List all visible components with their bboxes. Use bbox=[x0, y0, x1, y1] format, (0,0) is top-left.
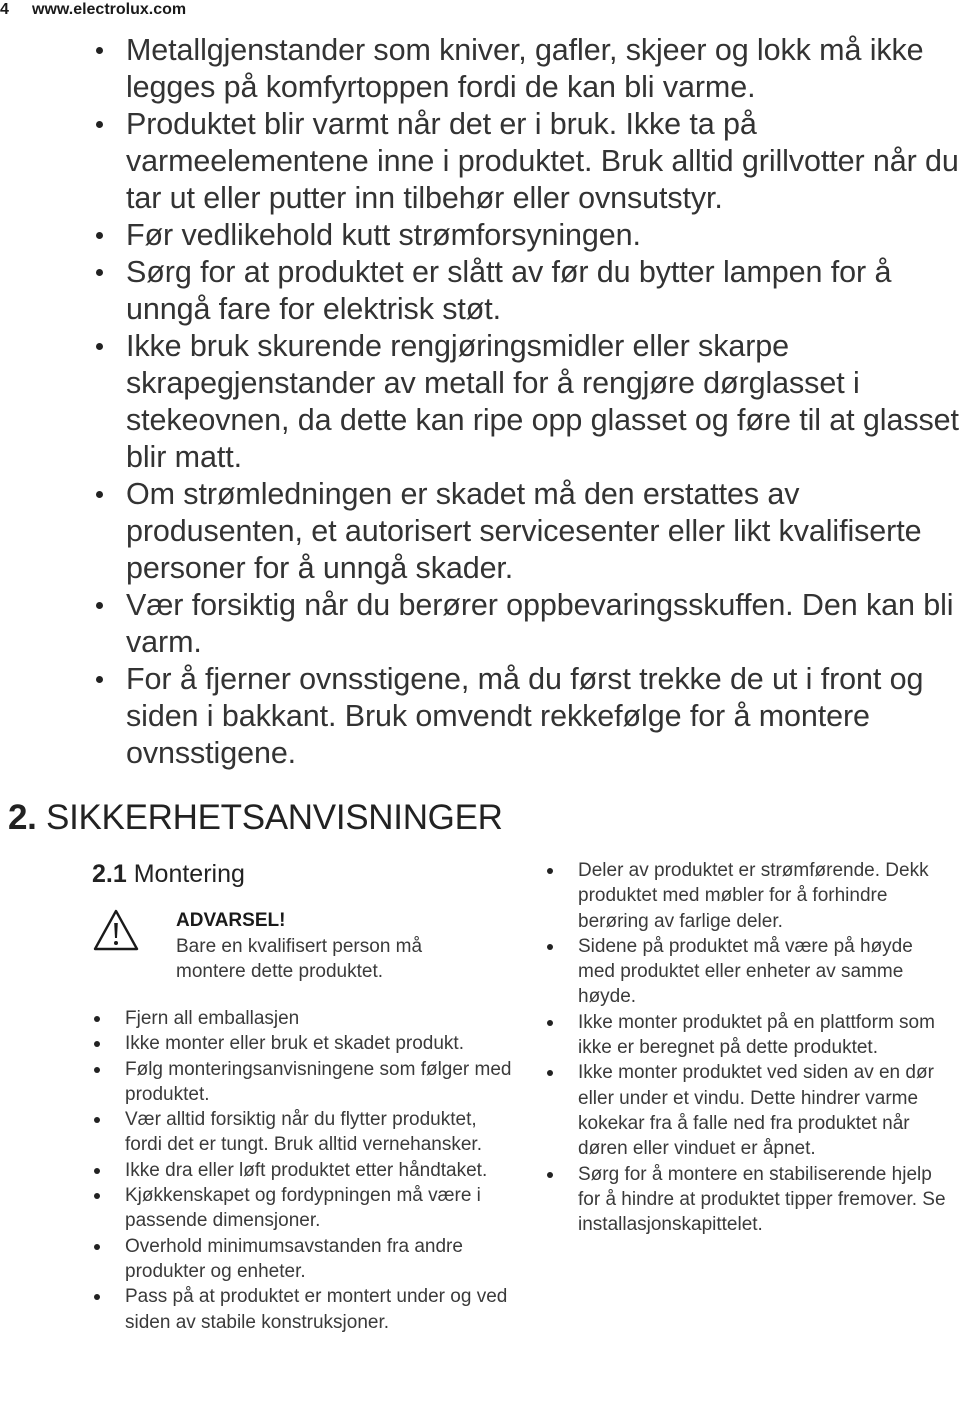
section-heading bbox=[8, 796, 503, 840]
list-item: Produktet blir varmt når det er i bruk. Ikke ta på varmeelementene inne i produktet. Bruk alltid grillvotter når du tar ut eller putter inn tilbehør eller ovnsutstyr. bbox=[92, 106, 960, 217]
list-item: Pass på at produktet er montert under og ved siden av stabile konstruksjoner. bbox=[92, 1284, 512, 1335]
subsection-heading bbox=[92, 858, 245, 890]
list-item: Sørg for å montere en stabiliserende hjelp for å hindre at produktet tipper fremover. Se installasjonskapittelet. bbox=[545, 1162, 955, 1238]
list-item: Om strømledningen er skadet må den erstattes av produsenten, et autorisert servicesenter eller likt kvalifiserte personer for å unngå skader. bbox=[92, 476, 960, 587]
list-item: Vær alltid forsiktig når du flytter produktet, fordi det er tungt. Bruk alltid vernehansker. bbox=[92, 1107, 512, 1158]
section-number: 2. bbox=[8, 798, 37, 837]
list-item: Vær forsiktig når du berører oppbevaringsskuffen. Den kan bli varm. bbox=[92, 587, 960, 661]
warning-title: ADVARSEL! bbox=[176, 910, 286, 931]
warning-text: Bare en kvalifisert person må montere dette produktet. bbox=[176, 936, 423, 982]
subsection-title: Montering bbox=[133, 860, 245, 888]
list-item: Sidene på produktet må være på høyde med produktet eller enheter av samme høyde. bbox=[545, 934, 955, 1010]
list-item: Deler av produktet er strømførende. Dekk produktet med møbler for å forhindre berøring av farlige deler. bbox=[545, 858, 955, 934]
list-item: Følg monteringsanvisningene som følger med produktet. bbox=[92, 1057, 512, 1108]
list-item: Ikke bruk skurende rengjøringsmidler eller skarpe skrapegjenstander av metall for å rengjøre dørglasset i stekeovnen, da dette kan ripe opp glasset og føre til at glasset blir matt. bbox=[92, 328, 960, 476]
warning-triangle-icon bbox=[92, 908, 140, 952]
list-item: Kjøkkenskapet og fordypningen må være i passende dimensjoner. bbox=[92, 1183, 512, 1234]
list-item: Før vedlikehold kutt strømforsyningen. bbox=[92, 217, 960, 254]
page-number: 4 bbox=[0, 1, 9, 18]
list-item: Metallgjenstander som kniver, gafler, skjeer og lokk må ikke legges på komfyrtoppen fordi de kan bli varme. bbox=[92, 32, 960, 106]
list-item: Ikke monter produktet på en plattform som ikke er beregnet på dette produktet. bbox=[545, 1010, 955, 1061]
list-item: Overhold minimumsavstanden fra andre produkter og enheter. bbox=[92, 1234, 512, 1285]
installation-list-left bbox=[92, 1006, 512, 1335]
subsection-number: 2.1 bbox=[92, 860, 127, 888]
list-item: Ikke monter produktet ved siden av en dør eller under et vindu. Dette hindrer varme kokekar fra å falle ned fra produktet når døren eller vinduet er åpnet. bbox=[545, 1060, 955, 1161]
installation-list-right bbox=[545, 858, 955, 1237]
list-item: Sørg for at produktet er slått av før du bytter lampen for å unngå fare for elektrisk støt. bbox=[92, 254, 960, 328]
list-item: Fjern all emballasjen bbox=[92, 1006, 512, 1031]
section-title: SIKKERHETSANVISNINGER bbox=[46, 798, 503, 837]
list-item: For å fjerner ovnsstigene, må du først trekke de ut i front og siden i bakkant. Bruk omvendt rekkefølge for å montere ovnsstigene. bbox=[92, 661, 960, 772]
list-item: Ikke monter eller bruk et skadet produkt. bbox=[92, 1031, 512, 1056]
website-url: www.electrolux.com bbox=[32, 1, 187, 18]
safety-intro-list bbox=[92, 32, 960, 772]
list-item: Ikke dra eller løft produktet etter håndtaket. bbox=[92, 1158, 512, 1183]
